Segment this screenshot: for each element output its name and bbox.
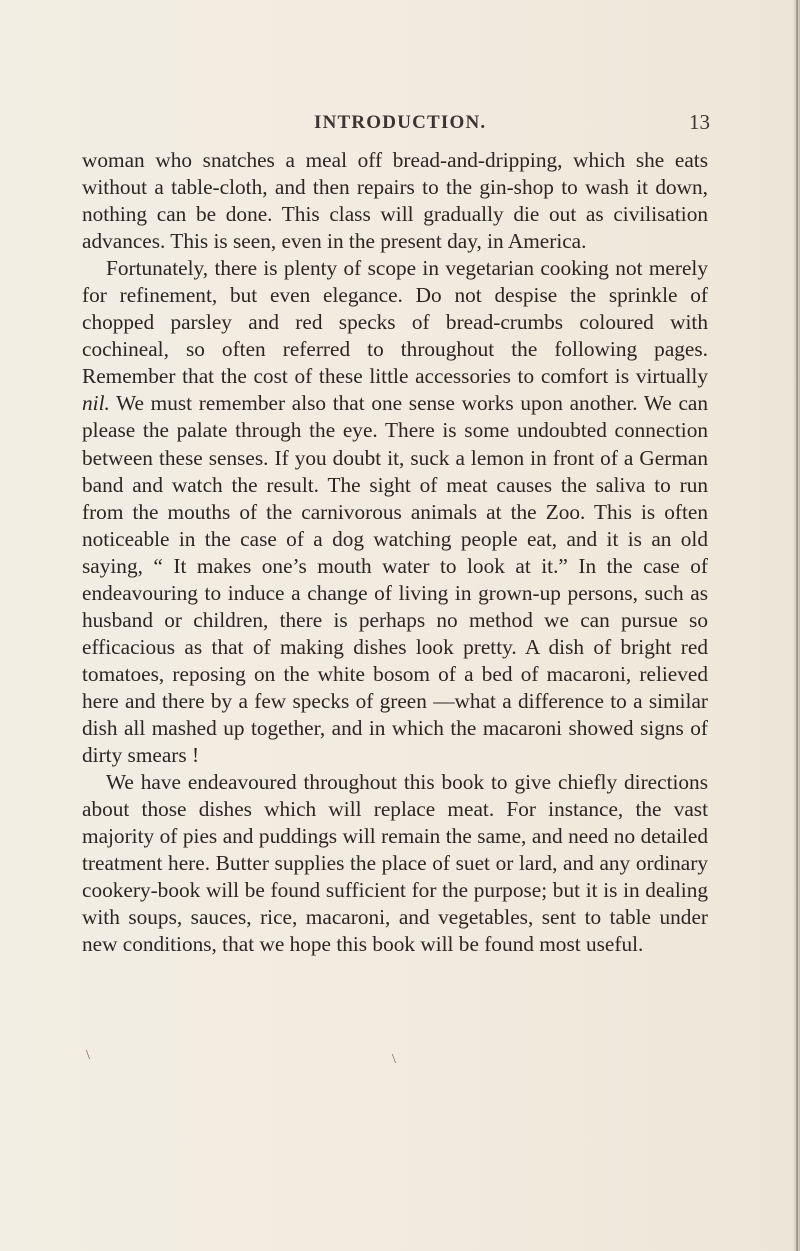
italic-word: nil. — [82, 391, 110, 416]
page-edge-line — [796, 0, 798, 1251]
paragraph-1-text: woman who snatches a meal off bread-and-dripping, which she eats without a table-cloth, and then repairs to the gin-shop to wash it down, nothing can be done. This class will gradually die out as civilisation advances. This is seen, even in the present day, in America. — [82, 148, 708, 254]
stray-mark-right: \ — [392, 1052, 396, 1067]
paragraph-2-text-start: Fortunately, there is plenty of scope in vegetarian cooking not merely for refinement, but even elegance. Do not despise the sprinkle of chopped parsley and red specks of bread-crumbs coloured with cochineal, so often referred to throughout the following pages. Remember that the cost of these little accessories to comfort is virtually — [82, 256, 708, 389]
paragraph-3-text: We have endeavoured throughout this book to give chiefly directions about those dishes which will replace meat. For instance, the vast majority of pies and puddings will remain the same, and need no detailed treatment here. Butter supplies the place of suet or lard, and any ordinary cookery-book will be found sufficient for the purpose; but it is in dealing with soups, sauces, rice, macaroni, and vegetables, sent to table under new conditions, that we hope this book will be found most useful. — [82, 770, 708, 957]
stray-mark-left: \ — [86, 1048, 90, 1063]
page-number: 13 — [689, 110, 710, 134]
running-head: INTRODUCTION. — [314, 112, 487, 133]
paragraph-2 — [82, 255, 708, 769]
body-text — [82, 147, 708, 958]
paragraph-3 — [82, 769, 708, 958]
paragraph-1 — [82, 147, 708, 255]
page-header — [80, 112, 710, 142]
paragraph-2-text-end: We must remember also that one sense works upon another. We can please the palate through the eye. There is some undoubted connection between these senses. If you doubt it, suck a lemon in front of a German band and watch the result. The sight of meat causes the saliva to run from the mouths of the carnivorous animals at the Zoo. This is often noticeable in the case of a dog watching people eat, and it is an old saying, “ It makes one’s mouth water to look at it.” In the case of endeavouring to induce a change of living in grown-up persons, such as husband or children, there is perhaps no method we can pursue so efficacious as that of making dishes look pretty. A dish of bright red tomatoes, reposing on the white bosom of a bed of macaroni, relieved here and there by a few specks of green —what a difference to a similar dish all mashed up together, and in which the macaroni showed signs of dirty smears ! — [82, 391, 708, 768]
